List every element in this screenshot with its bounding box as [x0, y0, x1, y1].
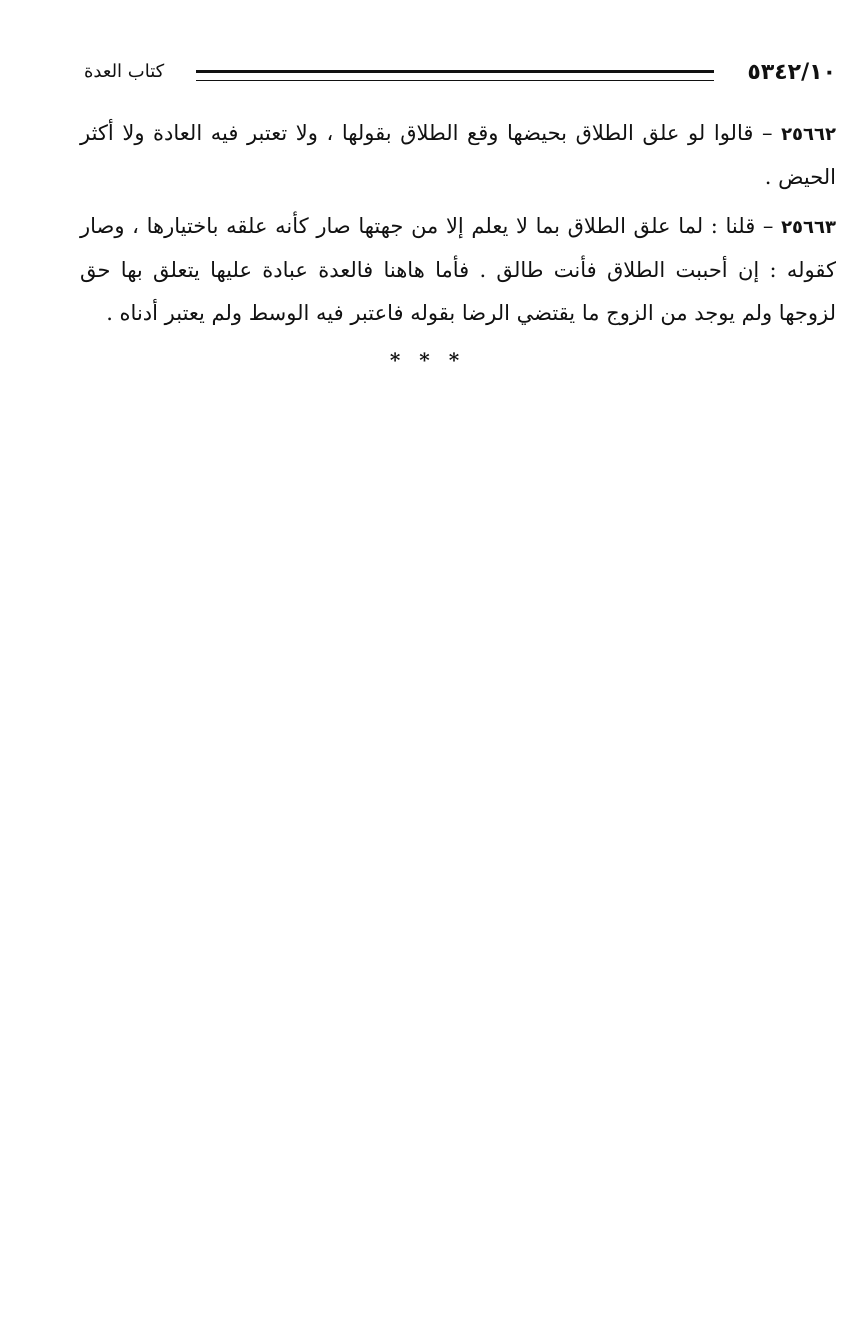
body-text: [80, 112, 836, 341]
section-separator: * * *: [389, 348, 466, 372]
page-number: ٥٣٤٢/١٠: [747, 60, 836, 85]
paragraph-dash: –: [755, 214, 782, 238]
paragraph-text: قلنا : لما علق الطلاق بما لا يعلم إلا من جهتها صار كأنه علقه باختيارها ، وصار كقوله : إن أحببت الطلاق فأنت طالق . فأما هاهنا فالعدة عبادة عليها يتعلق بها حق لزوجها ولم يوجد من الزوج ما يقتضي الرضا بقوله فاعتبر فيه الوسط ولم يعتبر أدناه .: [80, 214, 836, 325]
paragraph-text: قالوا لو علق الطلاق بحيضها وقع الطلاق بقولها ، ولا تعتبر فيه العادة ولا أكثر الحيض .: [80, 121, 836, 189]
paragraph-dash: –: [753, 121, 782, 145]
paragraph-25662: [80, 112, 836, 199]
paragraph-number: ٢٥٦٦٣: [781, 217, 836, 238]
running-header: [84, 58, 836, 88]
paragraph-25663: [80, 205, 836, 335]
paragraph-number: ٢٥٦٦٢: [781, 124, 836, 145]
header-rule: [196, 70, 714, 81]
book-title: كتاب العدة: [84, 61, 165, 82]
